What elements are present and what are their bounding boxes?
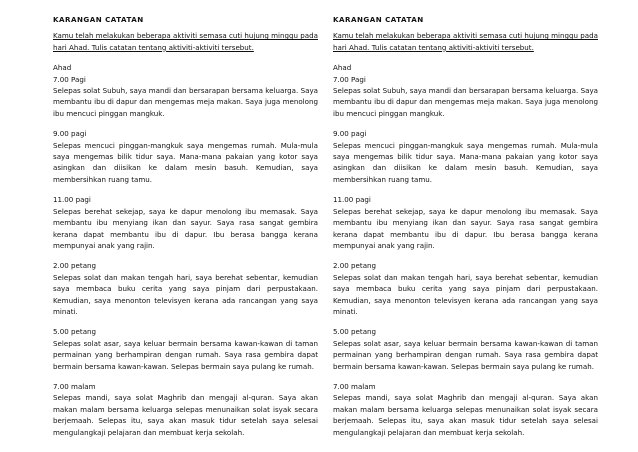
entry-text: Selepas mandi, saya solat Maghrib dan mengaji al-quran. Saya akan makan malam bersama keluarga selepas menunaikan solat isyak secara berjemaah. Selepas itu, saya akan masuk tidur setelah saya selesai mengulangkaji pelajaran dan membuat kerja sekolah. [333, 393, 598, 437]
entry-time: 5.00 petang [333, 327, 377, 337]
entry-time: 7.00 malam [333, 381, 376, 391]
entry-text: Selepas solat Subuh, saya mandi dan bersarapan bersama keluarga. Saya membantu ibu di dapur dan mengemas meja makan. Saya juga menolong ibu mencuci pinggan mangkuk. [53, 86, 318, 118]
entry-text: Selepas mencuci pinggan-mangkuk saya mengemas rumah. Mula-mula saya mengemas bilik tidur saya. Mana-mana pakaian yang kotor saya asingkan dan diisikan ke dalam mesin basuh. Kemudian, saya membersihkan ruang tamu. [333, 140, 598, 184]
diary-entry [333, 260, 598, 317]
diary-entry [333, 381, 598, 438]
diary-entry [53, 326, 318, 372]
diary-entry [333, 62, 598, 119]
document-title: KARANGAN CATATAN [333, 15, 424, 24]
instruction-text: Kamu telah melakukan beberapa aktiviti semasa cuti hujung minggu pada hari Ahad. Tulis catatan tentang aktiviti-aktiviti tersebut. [333, 31, 598, 52]
entry-text: Selepas solat dan makan tengah hari, saya berehat sebentar, kemudian saya membaca buku cerita yang saya pinjam dari perpustakaan. Kemudian, saya menonton televisyen kerana ada rancangan yang saya minati. [53, 272, 318, 316]
entry-text: Selepas solat asar, saya keluar bermain bersama kawan-kawan di taman permainan yang berhampiran dengan rumah. Saya rasa gembira dapat bermain bersama kawan-kawan. Selepas bermain saya pulang ke rumah. [333, 338, 598, 371]
diary-entry [53, 62, 318, 119]
instruction-text: Kamu telah melakukan beberapa aktiviti semasa cuti hujung minggu pada hari Ahad. Tulis catatan tentang aktiviti-aktiviti tersebut. [53, 31, 318, 52]
document-title: KARANGAN CATATAN [53, 15, 144, 24]
entry-text: Selepas solat asar, saya keluar bermain bersama kawan-kawan di taman permainan yang berhampiran dengan rumah. Saya rasa gembira dapat bermain bersama kawan-kawan. Selepas bermain saya pulang ke rumah. [53, 338, 318, 371]
entry-time: 2.00 petang [53, 261, 97, 271]
diary-entry [333, 326, 598, 372]
entry-time: Ahad 7.00 Pagi [333, 63, 366, 84]
entry-text: Selepas berehat sekejap, saya ke dapur menolong ibu memasak. Saya membantu ibu menyiang ikan dan sayur. Saya rasa sangat gembira kerana dapat membantu ibu di dapur. Ibu berasa bangga kerana mempunyai anak yang rajin. [333, 206, 598, 250]
entry-text: Selepas mandi, saya solat Maghrib dan mengaji al-quran. Saya akan makan malam bersama keluarga selepas menunaikan solat isyak secara berjemaah. Selepas itu, saya akan masuk tidur setelah saya selesai mengulangkaji pelajaran dan membuat kerja sekolah. [53, 393, 318, 437]
entry-text: Selepas berehat sekejap, saya ke dapur menolong ibu memasak. Saya membantu ibu menyiang ikan dan sayur. Saya rasa sangat gembira kerana dapat membantu ibu di dapur. Ibu berasa bangga kerana mempunyai anak yang rajin. [53, 206, 318, 250]
entry-time: 9.00 pagi [333, 129, 367, 139]
left-column [53, 14, 318, 447]
entry-time: 7.00 malam [53, 381, 96, 391]
diary-entry [333, 128, 598, 185]
entry-time: 5.00 petang [53, 327, 97, 337]
entry-time: 11.00 pagi [53, 195, 91, 205]
right-column [333, 14, 598, 447]
diary-entry [333, 194, 598, 251]
diary-entry [53, 128, 318, 185]
entry-time: Ahad 7.00 Pagi [53, 63, 86, 84]
entry-text: Selepas mencuci pinggan-mangkuk saya mengemas rumah. Mula-mula saya mengemas bilik tidur saya. Mana-mana pakaian yang kotor saya asingkan dan diisikan ke dalam mesin basuh. Kemudian, saya membersihkan ruang tamu. [53, 140, 318, 184]
diary-entry [53, 194, 318, 251]
entry-text: Selepas solat Subuh, saya mandi dan bersarapan bersama keluarga. Saya membantu ibu di dapur dan mengemas meja makan. Saya juga menolong ibu mencuci pinggan mangkuk. [333, 86, 598, 118]
entry-text: Selepas solat dan makan tengah hari, saya berehat sebentar, kemudian saya membaca buku cerita yang saya pinjam dari perpustakaan. Kemudian, saya menonton televisyen kerana ada rancangan yang saya minati. [333, 272, 598, 316]
diary-entry [53, 260, 318, 317]
entry-time: 11.00 pagi [333, 195, 371, 205]
entry-time: 9.00 pagi [53, 129, 87, 139]
entry-time: 2.00 petang [333, 261, 377, 271]
diary-entry [53, 381, 318, 438]
